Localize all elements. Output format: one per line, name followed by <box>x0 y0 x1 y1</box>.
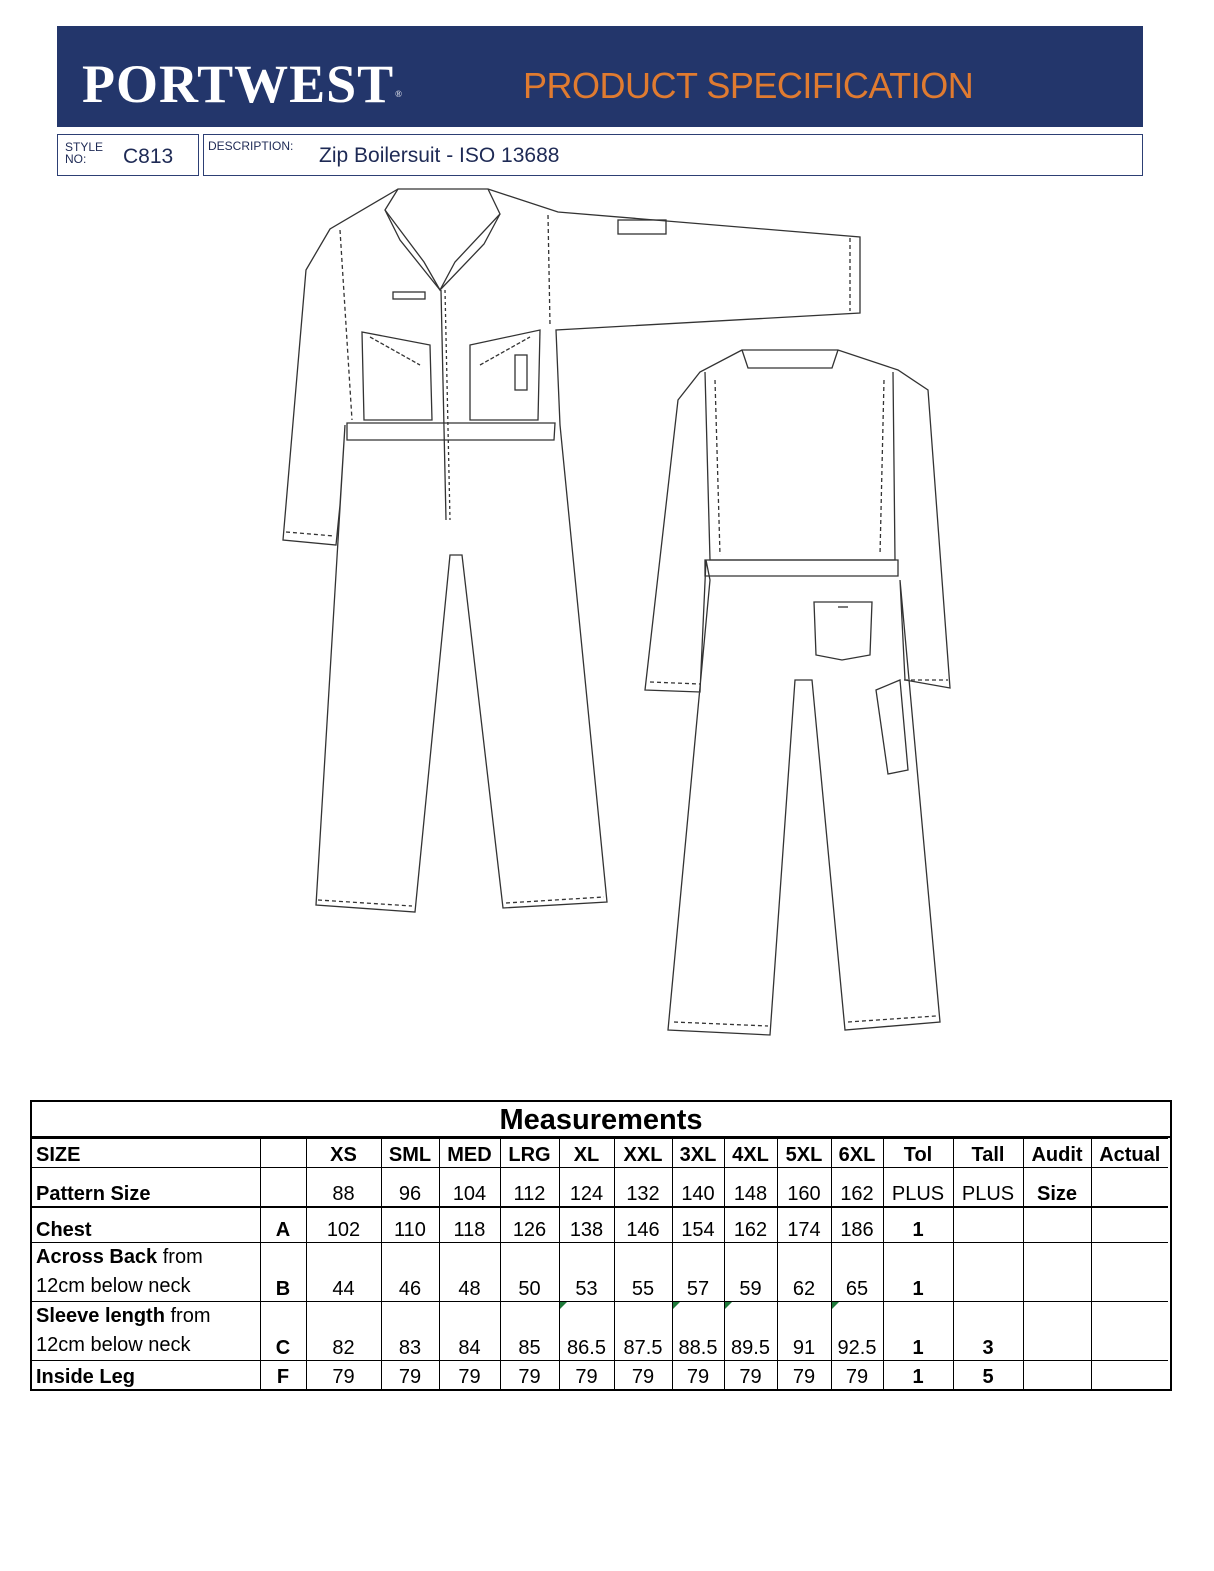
style-value: C813 <box>123 145 174 168</box>
table-cell: 46 <box>381 1243 439 1302</box>
size-header: SIZE <box>32 1139 260 1168</box>
tall-cell <box>953 1207 1023 1243</box>
row-name-line2: 12cm below neck <box>36 1334 191 1356</box>
comment-marker <box>725 1302 732 1309</box>
table-cell <box>831 1302 883 1361</box>
table-row <box>32 1207 1168 1243</box>
row-name: Chest <box>36 1219 92 1241</box>
code-header <box>260 1139 306 1168</box>
cell-value: 88.5 <box>678 1337 718 1359</box>
tall-header: Tall <box>953 1139 1023 1168</box>
page-title: PRODUCT SPECIFICATION <box>523 65 974 106</box>
table-cell: 79 <box>614 1361 672 1390</box>
table-cell: 186 <box>831 1207 883 1243</box>
tall-cell: 3 <box>953 1302 1023 1361</box>
cell-value: 86.5 <box>567 1337 606 1359</box>
table-cell: 96 <box>381 1168 439 1208</box>
back-view <box>645 350 950 1035</box>
table-cell: PLUS <box>953 1168 1023 1208</box>
table-cell: PLUS <box>883 1168 953 1208</box>
table-cell: 50 <box>500 1243 559 1302</box>
table-cell <box>559 1302 614 1361</box>
table-cell: 162 <box>831 1168 883 1208</box>
header-row <box>32 1139 1168 1168</box>
actual-cell <box>1091 1361 1168 1390</box>
table-cell: 140 <box>672 1168 724 1208</box>
row-name-line2: 12cm below neck <box>36 1275 191 1297</box>
row-code: C <box>260 1302 306 1361</box>
audit-cell <box>1023 1302 1091 1361</box>
actual-header: Actual <box>1091 1139 1168 1168</box>
table-cell: 118 <box>439 1207 500 1243</box>
table-cell: 65 <box>831 1243 883 1302</box>
table-cell: 53 <box>559 1243 614 1302</box>
row-label <box>32 1302 260 1361</box>
table-cell: 124 <box>559 1168 614 1208</box>
row-code: F <box>260 1361 306 1390</box>
size-col-header: 5XL <box>777 1139 831 1168</box>
comment-marker <box>673 1302 680 1309</box>
table-cell: 160 <box>777 1168 831 1208</box>
measurements-title: Measurements <box>32 1102 1170 1138</box>
size-col-header: LRG <box>500 1139 559 1168</box>
actual-cell <box>1091 1243 1168 1302</box>
table-cell: 88 <box>306 1168 381 1208</box>
table-cell: 48 <box>439 1243 500 1302</box>
audit-cell <box>1023 1207 1091 1243</box>
actual-cell <box>1091 1302 1168 1361</box>
table-cell: 84 <box>439 1302 500 1361</box>
tol-cell: 1 <box>883 1207 953 1243</box>
table-cell: 44 <box>306 1243 381 1302</box>
row-code: A <box>260 1207 306 1243</box>
comment-marker <box>560 1302 567 1309</box>
row-code: B <box>260 1243 306 1302</box>
table-cell: 126 <box>500 1207 559 1243</box>
table-cell: 83 <box>381 1302 439 1361</box>
table-cell: 104 <box>439 1168 500 1208</box>
size-col-header: XS <box>306 1139 381 1168</box>
audit-header: Audit <box>1023 1139 1091 1168</box>
table-cell: 110 <box>381 1207 439 1243</box>
table-cell: 79 <box>831 1361 883 1390</box>
tol-cell: 1 <box>883 1302 953 1361</box>
row-label <box>32 1243 260 1302</box>
table-row <box>32 1302 1168 1361</box>
table-cell: 132 <box>614 1168 672 1208</box>
table-cell: 154 <box>672 1207 724 1243</box>
table-cell: 87.5 <box>614 1302 672 1361</box>
table-cell: 59 <box>724 1243 777 1302</box>
table-cell: 79 <box>777 1361 831 1390</box>
row-label <box>32 1361 260 1390</box>
table-cell <box>672 1302 724 1361</box>
table-cell: 138 <box>559 1207 614 1243</box>
row-label <box>32 1207 260 1243</box>
pattern-size-label: Pattern Size <box>32 1168 260 1208</box>
size-col-header: XL <box>559 1139 614 1168</box>
row-name: Sleeve length <box>36 1305 165 1327</box>
comment-marker <box>832 1302 839 1309</box>
brand-name: PORTWEST <box>82 54 395 114</box>
table-cell: 79 <box>306 1361 381 1390</box>
description-value: Zip Boilersuit - ISO 13688 <box>319 144 560 167</box>
size-col-header: 4XL <box>724 1139 777 1168</box>
actual-cell <box>1091 1207 1168 1243</box>
audit-cell <box>1023 1243 1091 1302</box>
tol-cell: 1 <box>883 1243 953 1302</box>
row-name: Across Back <box>36 1246 158 1268</box>
table-cell: 91 <box>777 1302 831 1361</box>
tall-cell <box>953 1243 1023 1302</box>
table-cell: 79 <box>439 1361 500 1390</box>
size-col-header: 6XL <box>831 1139 883 1168</box>
table-cell: 162 <box>724 1207 777 1243</box>
tall-cell: 5 <box>953 1361 1023 1390</box>
table-cell: 79 <box>381 1361 439 1390</box>
measurements-table <box>30 1100 1172 1391</box>
table-cell: 57 <box>672 1243 724 1302</box>
table-cell <box>260 1168 306 1208</box>
table-cell: 174 <box>777 1207 831 1243</box>
style-label: STYLE NO: <box>65 140 104 166</box>
table-cell: 62 <box>777 1243 831 1302</box>
size-col-header: XXL <box>614 1139 672 1168</box>
table-cell: 112 <box>500 1168 559 1208</box>
table-cell: Size <box>1023 1168 1091 1208</box>
table-cell: 55 <box>614 1243 672 1302</box>
table-cell: 146 <box>614 1207 672 1243</box>
table-cell: 79 <box>500 1361 559 1390</box>
pattern-size-row <box>32 1168 1168 1208</box>
table-cell: 85 <box>500 1302 559 1361</box>
table-row <box>32 1243 1168 1302</box>
table-cell <box>724 1302 777 1361</box>
description-label: DESCRIPTION: <box>208 139 294 153</box>
table-cell: 82 <box>306 1302 381 1361</box>
table-cell: 79 <box>724 1361 777 1390</box>
registered-mark: ® <box>395 89 404 99</box>
tol-header: Tol <box>883 1139 953 1168</box>
row-name-suffix: from <box>164 1305 211 1327</box>
size-col-header: 3XL <box>672 1139 724 1168</box>
front-view <box>283 189 860 912</box>
audit-cell <box>1023 1361 1091 1390</box>
cell-value: 92.5 <box>837 1337 877 1359</box>
table-cell: 102 <box>306 1207 381 1243</box>
cell-value: 89.5 <box>731 1337 770 1359</box>
table-cell: 79 <box>672 1361 724 1390</box>
tol-cell: 1 <box>883 1361 953 1390</box>
row-name: Inside Leg <box>36 1366 135 1388</box>
table-cell: 79 <box>559 1361 614 1390</box>
table-cell <box>1091 1168 1168 1208</box>
size-col-header: MED <box>439 1139 500 1168</box>
table-cell: 148 <box>724 1168 777 1208</box>
row-name-suffix: from <box>157 1246 203 1268</box>
table-row <box>32 1361 1168 1390</box>
size-col-header: SML <box>381 1139 439 1168</box>
size-grid <box>32 1138 1168 1390</box>
